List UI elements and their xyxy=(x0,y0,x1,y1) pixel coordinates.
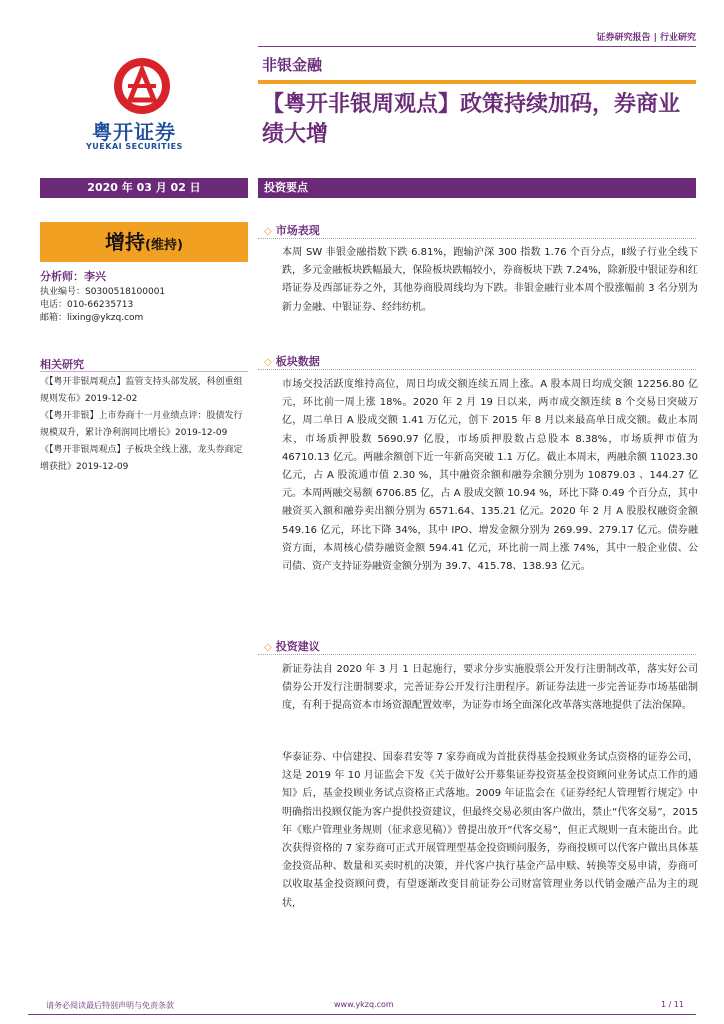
footer-page-number: 1 / 11 xyxy=(660,1000,684,1009)
related-research-header: 相关研究 xyxy=(40,358,84,371)
diamond-icon: ◇ xyxy=(264,226,272,237)
company-logo xyxy=(86,50,210,160)
section-divider xyxy=(258,654,696,655)
related-item[interactable]: 《【粤开非银】上市券商十一月业绩点评：股债发行规模双升，累计净利润同比增长》2019-12-09 xyxy=(40,411,243,438)
report-type: 证券研究报告 | 行业研究 xyxy=(596,33,696,43)
summary-header: 投资要点 xyxy=(258,178,696,198)
section-header-market xyxy=(264,222,320,238)
related-divider xyxy=(40,371,248,372)
section-divider xyxy=(258,238,696,239)
analyst-id: 执业编号：S0300518100001 xyxy=(40,287,166,297)
logo-english-name: YUEKAI SECURITIES xyxy=(86,142,183,151)
logo-chinese-name: 粤开证券 xyxy=(92,120,176,144)
rating-box xyxy=(40,222,248,262)
data-paragraph: 市场交投活跃度维持高位，周日均成交额连续五周上涨。A 股本周日均成交额 12256.80 亿元，环比前一周上涨 18%。2020 年 2 月 19 日以来，两市成交额连续 8 个交易日突破万亿，周二单日 A 股成交额 1.41 万亿元，创下 2015 年 8 月以来最高单日成交额。截止本周末，市场质押股数 5690.97 亿股，市场质押股数占总股本 8.38%，市场质押市值为 46710.13 亿元。两融余额创下近一年新高突破 1.1 万亿。截止本周末，两融余额 11023.30 亿元，占 A 股流通市值 2.30 %，其中融资余额和融券余额分别为 10879.03 、144.27 亿元。本周两融交易额 6706.85 亿，占 A 股成交额 10.94 %，环比下降 0.49 个百分点，其中融资买入额和融券卖出额分别为 6571.64、135.21 亿元。2020 年 2 月 A 股股权融资金额 549.16 亿元，环比下降 34%，其中 IPO、增发金额分别为 269.99、279.17 亿元。债券融资方面，本周核心债券融资金额 594.41 亿元，环比前一周上涨 74%，其中一般企业债、公司债、资产支持证券融资金额分别为 39.7、415.78、138.93 亿元。 xyxy=(282,379,698,573)
section-header-data xyxy=(264,353,320,369)
market-paragraph: 本周 SW 非银金融指数下跌 6.81%，跑输沪深 300 指数 1.76 个百分点，Ⅱ级子行业全线下跌，多元金融板块跌幅最大，保险板块跌幅较小，券商板块下跌 7.24%，除新股中银证券和红塔证券及西部证券之外，其他券商股周线均为下跌。非银金融行业本周个股涨幅前 3 名分别为新力金融、中银证券、经纬纺机。 xyxy=(282,247,698,313)
section-divider xyxy=(258,369,696,370)
analyst-email[interactable]: 邮箱：lixing@ykzq.com xyxy=(40,313,144,323)
report-date: 2020 年 03 月 02 日 xyxy=(40,178,248,198)
analyst-label: 分析师：李兴 xyxy=(40,270,106,283)
diamond-icon: ◇ xyxy=(264,642,272,653)
advice-paragraph: 新证券法自 2020 年 3 月 1 日起施行，要求分步实施股票公开发行注册制改革，落实好公司债券公开发行注册制要求，完善证券公开发行注册程序。新证券法进一步完善证券市场基础制度，有利于提高资本市场资源配置效率，为证券市场全面深化改革落实落地提供了法治保障。 xyxy=(282,664,698,712)
section-title: 市场表现 xyxy=(275,224,320,237)
advice-paragraph: 华泰证券、中信建投、国泰君安等 7 家券商成为首批获得基金投顾业务试点资格的证券公司，这是 2019 年 10 月证监会下发《关于做好公开募集证券投资基金投资顾问业务试点工作的通知》后，基金投顾业务试点资格正式落地。2009 年证监会在《证券经纪人管理暂行规定》中明确指出投顾仅能为客户提供投资建议，但最终交易必须由客户做出，禁止“代客交易”，2015 年《账户管理业务规则（征求意见稿）》曾提出放开“代客交易”，但正式规则一直未能出台。此次获得资格的 7 家券商可正式开展管理型基金投资顾问服务，券商投顾可以代客户做出具体基金投资品种、数量和买卖时机的决策，并代客户执行基金产品申赎、转换等交易申请，券商可以收取基金投资顾问费，有望逐渐改变目前证券公司财富管理业务以代销金融产品为主的现状， xyxy=(282,752,698,909)
related-research-list xyxy=(40,374,250,476)
report-title: 【粤开非银周观点】政策持续加码，券商业绩大增 xyxy=(262,92,681,147)
related-item[interactable]: 《【粤开非银周观点】子板块全线上涨，龙头券商定增获批》2019-12-09 xyxy=(40,445,243,472)
footer-website[interactable]: www.ykzq.com xyxy=(334,1000,394,1009)
rating-sub: (维持) xyxy=(145,238,183,253)
section-title: 板块数据 xyxy=(275,355,320,368)
analyst-phone: 电话：010-66235713 xyxy=(40,300,134,310)
top-divider xyxy=(258,46,696,47)
related-item[interactable]: 《【粤开非银周观点】监管支持头部发展，科创重组规则发布》2019-12-02 xyxy=(40,377,243,404)
section-header-advice xyxy=(264,638,320,654)
logo-mark-icon xyxy=(112,56,172,116)
title-accent-bar xyxy=(258,80,696,84)
section-title: 投资建议 xyxy=(275,640,320,653)
sector-label: 非银金融 xyxy=(262,56,323,74)
diamond-icon: ◇ xyxy=(264,357,272,368)
rating-main: 增持 xyxy=(105,230,146,254)
footer-disclaimer: 请务必阅读最后特别声明与免责条款 xyxy=(46,1001,174,1010)
footer-divider xyxy=(28,1014,696,1015)
